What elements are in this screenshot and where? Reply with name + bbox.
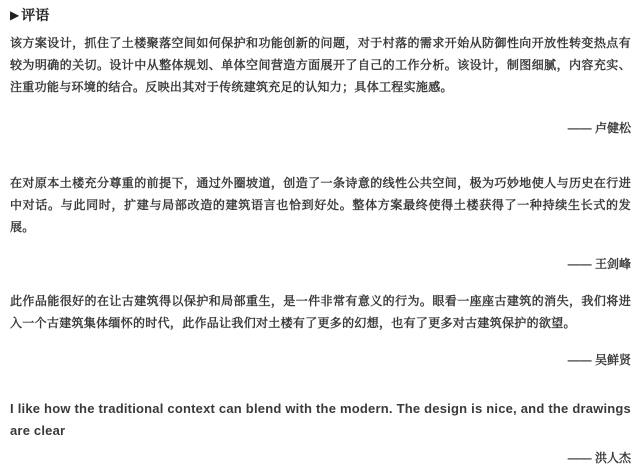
page-title	[10, 6, 631, 24]
comment-author-3: —— 吴鲜贤	[567, 353, 631, 367]
comment-author-4: —— 洪人杰	[567, 451, 631, 465]
comment-paragraph-4: I like how the traditional context can blend with the modern. The design is nice, and the drawings are clear	[10, 401, 631, 438]
triangle-bullet-icon: ▶	[10, 8, 20, 22]
comment-paragraph-3: 此作品能很好的在让古建筑得以保护和局部重生，是一件非常有意义的行为。眼看一座座古建筑的消失，我们将进入一个古建筑集体缅怀的时代，此作品让我们对土楼有了更多的幻想，也有了更多对古建筑保护的欲望。	[10, 294, 631, 330]
page-title-text: 评语	[21, 7, 50, 23]
comment-paragraph-1: 该方案设计，抓住了土楼聚落空间如何保护和功能创新的问题，对于村落的需求开始从防御性向开放性转变热点有较为明确的关切。设计中从整体规划、单体空间营造方面展开了自己的工作分析。该设计，制图细腻，内容充实、注重功能与环境的结合。反映出其对于传统建筑充足的认知力；具体工程实施感。	[10, 36, 631, 94]
comment-paragraph-2: 在对原本土楼充分尊重的前提下，通过外圈坡道，创造了一条诗意的线性公共空间，极为巧妙地使人与历史在行进中对话。与此同时，扩建与局部改造的建筑语言也恰到好处。整体方案最终使得土楼获得了一种持续生长式的发展。	[10, 176, 631, 234]
comment-author-2: —— 王剑峰	[567, 257, 631, 271]
comment-author-1: —— 卢健松	[567, 121, 631, 135]
